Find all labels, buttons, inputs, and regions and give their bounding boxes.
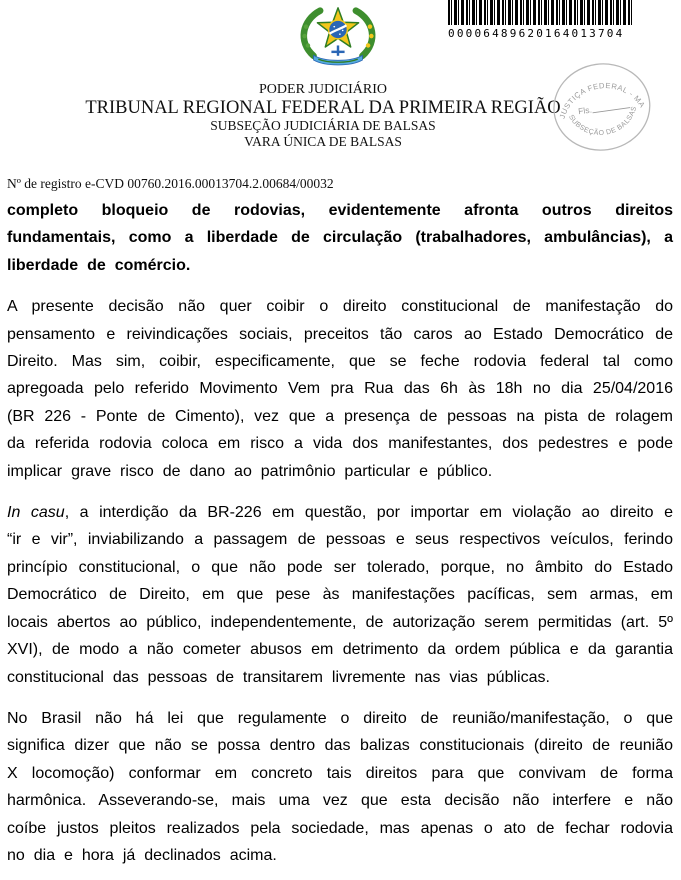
stamp-bottom-text: SUBSEÇÃO DE BALSAS — [567, 105, 639, 138]
in-casu-latin-term: In casu — [7, 504, 65, 522]
paragraph-blocking-highways: completo bloqueio de rodovias, evidentemente afronta outros direitos fundamentais, como a liberdade de circulação (trabalhadores, ambulâncias), a liberdade de comércio. — [7, 202, 673, 274]
paragraph-no-law-in-brazil: No Brasil não há lei que regulamente o direito de reunião/manifestação, o que significa dizer que não se possa dentro das balizas constitucionais (direito de reunião X locomoção) conformar em concreto tais direitos para que convivam de forma harmônica. Asseverando-se, mais uma vez que esta decisão não interfere e não coíbe justos pleitos realizados pela sociedade, mas apenas o ato de fechar rodovia no dia e hora já declinados acima. — [7, 709, 673, 864]
stamp-fls-label: Fls. — [577, 104, 593, 117]
barcode-digits: 00006489620164013704 — [448, 27, 625, 40]
court-round-stamp — [543, 53, 661, 163]
registration-number: Nº de registro e-CVD 00760.2016.00013704.2.00684/00032 — [7, 176, 334, 191]
document-body — [7, 197, 673, 880]
brazil-coat-of-arms-icon — [291, 2, 385, 72]
header-tribunal-regional: TRIBUNAL REGIONAL FEDERAL DA PRIMEIRA REGIÃO — [85, 98, 561, 118]
paragraph-in-casu-rest: , a interdição da BR-226 em questão, por importar em violação ao direito e “ir e vir”, inviabilizando a passagem de pessoas e seus respectivos veículos, ferindo princípio constitucional, o que não pode ser tolerado, porque, no âmbito do Estado Democrático de Direito, em que pese às manifestações pacíficas, sem armas, em locais abertos ao público, independentemente, de autorização serem permitidas (art. 5º XVI), de modo a não cometer abusos em detrimento da ordem pública e da garantia constitucional das pessoas de transitarem livremente nas vias públicas. — [7, 504, 674, 686]
barcode — [448, 0, 634, 40]
header-subsecao-judiciaria: SUBSEÇÃO JUDICIÁRIA DE BALSAS — [210, 118, 436, 133]
stamp-fls-blank-line — [593, 108, 631, 113]
header-poder-judiciario: PODER JUDICIÁRIO — [259, 82, 387, 97]
barcode-bars-icon — [448, 0, 634, 25]
paragraph-in-casu — [7, 499, 673, 691]
stamp-top-text: JUSTIÇA FEDERAL - MA — [557, 81, 648, 120]
paragraph-decision-scope: A presente decisão não quer coibir o direito constitucional de manifestação do pensamento e reivindicações sociais, preceitos tão caros ao Estado Democrático de Direito. Mas sim, coibir, especificamente, que se feche rodovia federal tal como apregoada pelo referido Movimento Vem pra Rua das 6h às 18h no dia 25/04/2016 (BR 226 - Ponte de Cimento), vez que a presença de pessoas na pista de rolagem da referida rodovia coloca em risco a vida dos manifestantes, dos pedestres e pode implicar grave risco de dano ao patrimônio particular e público. — [7, 298, 673, 480]
header-vara-unica: VARA ÚNICA DE BALSAS — [244, 134, 402, 149]
